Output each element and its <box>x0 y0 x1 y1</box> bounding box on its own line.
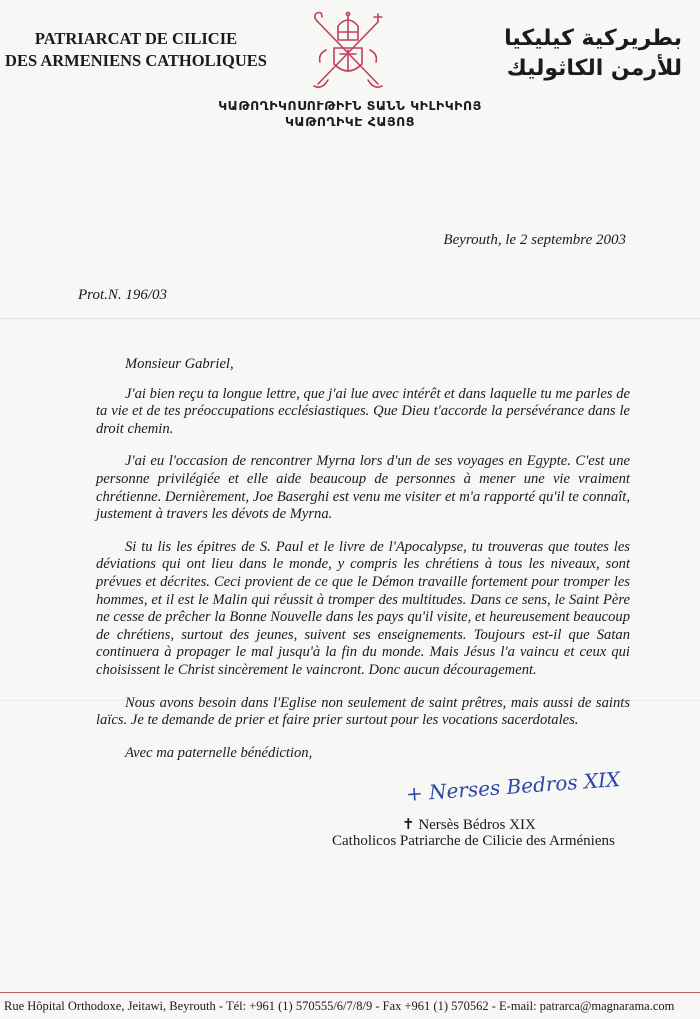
letter-paragraph: Si tu lis les épitres de S. Paul et le livre de l'Apocalypse, tu trouveras que toutes les déviations qui ont lieu dans le monde, y compris les chrétiens à tous les niveaux, sont prévues et décrites. Ceci provient de ce que le Démon travaille fortement pour tromper les hommes, et il est le Malin qui réussit à tromper des multitudes. Dans ce sens, le Saint Père ne cesse de prêcher la Bonne Nouvelle dans les pays qu'il visite, et heureusement beaucoup de chrétiens, surtout des jeunes, suivent ses enseignements. Toujours est-il que Satan continuera à propager le mal jusqu'à la fin du monde. Mais Jésus l'a vaincu et ceux qui choisissent le Christ sincèrement le vaincront. Donc aucun découragement. <box>96 538 630 678</box>
letter-paragraph: J'ai eu l'occasion de rencontrer Myrna lors d'un de ses voyages en Egypte. C'est une personne privilégiée et elle aide beaucoup de personnes à mener une vie vraiment chrétienne. Dernièrement, Joe Baserghi est venu me visiter et m'a rapporté qu'il te connaît, justement à travers les dévots de Myrna. <box>96 453 630 523</box>
letter-paragraph: J'ai bien reçu ta longue lettre, que j'ai lue avec intérêt et dans laquelle tu me parles de ta vie et de tes préoccupations ecclésiastiques. Que Dieu t'accorde la persévérance dans le droit chemin. <box>96 385 630 437</box>
letterhead-arabic-line1: بطريركية كيليكيا <box>504 26 682 51</box>
letterhead-arabic-line2: للأرمن الكاثوليك <box>506 56 682 81</box>
letterhead-armenian <box>0 98 700 130</box>
closing-line: Avec ma paternelle bénédiction, <box>125 744 313 761</box>
letterhead-french-line2: DES ARMENIENS CATHOLIQUES <box>5 51 267 70</box>
salutation: Monsieur Gabriel, <box>125 356 234 372</box>
letterhead-french-line1: PATRIARCAT DE CILICIE <box>34 29 238 48</box>
letterhead-french <box>0 28 272 72</box>
handwritten-signature: + Nerses Bedros XIX <box>405 767 621 806</box>
signer-title: Catholicos Patriarche de Cilicie des Arméniens <box>332 833 615 849</box>
letter-date: Beyrouth, le 2 septembre 2003 <box>443 232 626 248</box>
paper-fold-line <box>0 318 700 319</box>
letterhead-armenian-line1: ԿԱԹՈՂԻԿՈՍՈՒԹԻՒՆ ՏԱՆՆ ԿԻԼԻԿԻՈՅ <box>218 98 482 113</box>
letterhead-armenian-line2: ԿԱԹՈՂԻԿԷ ՀԱՅՈՑ <box>285 114 415 129</box>
letter-paragraph: Nous avons besoin dans l'Eglise non seulement de saint prêtres, mais aussi de saints laïcs. Je te demande de prier et faire prier surtout pour les vocations sacerdotales. <box>96 694 630 729</box>
footer-address: Rue Hôpital Orthodoxe, Jeitawi, Beyrouth - Tél: +961 (1) 570555/6/7/8/9 - Fax +961 (1) 570562 - E-mail: patrarca@magnarama.com <box>4 999 675 1013</box>
protocol-number: Prot.N. 196/03 <box>78 287 168 303</box>
footer-rule <box>0 992 700 993</box>
patriarchal-coat-of-arms-icon <box>308 10 388 94</box>
letterhead-arabic <box>442 24 682 84</box>
letter-body <box>96 356 630 762</box>
signer-name: ✝ Nersès Bédros XIX <box>402 817 536 833</box>
